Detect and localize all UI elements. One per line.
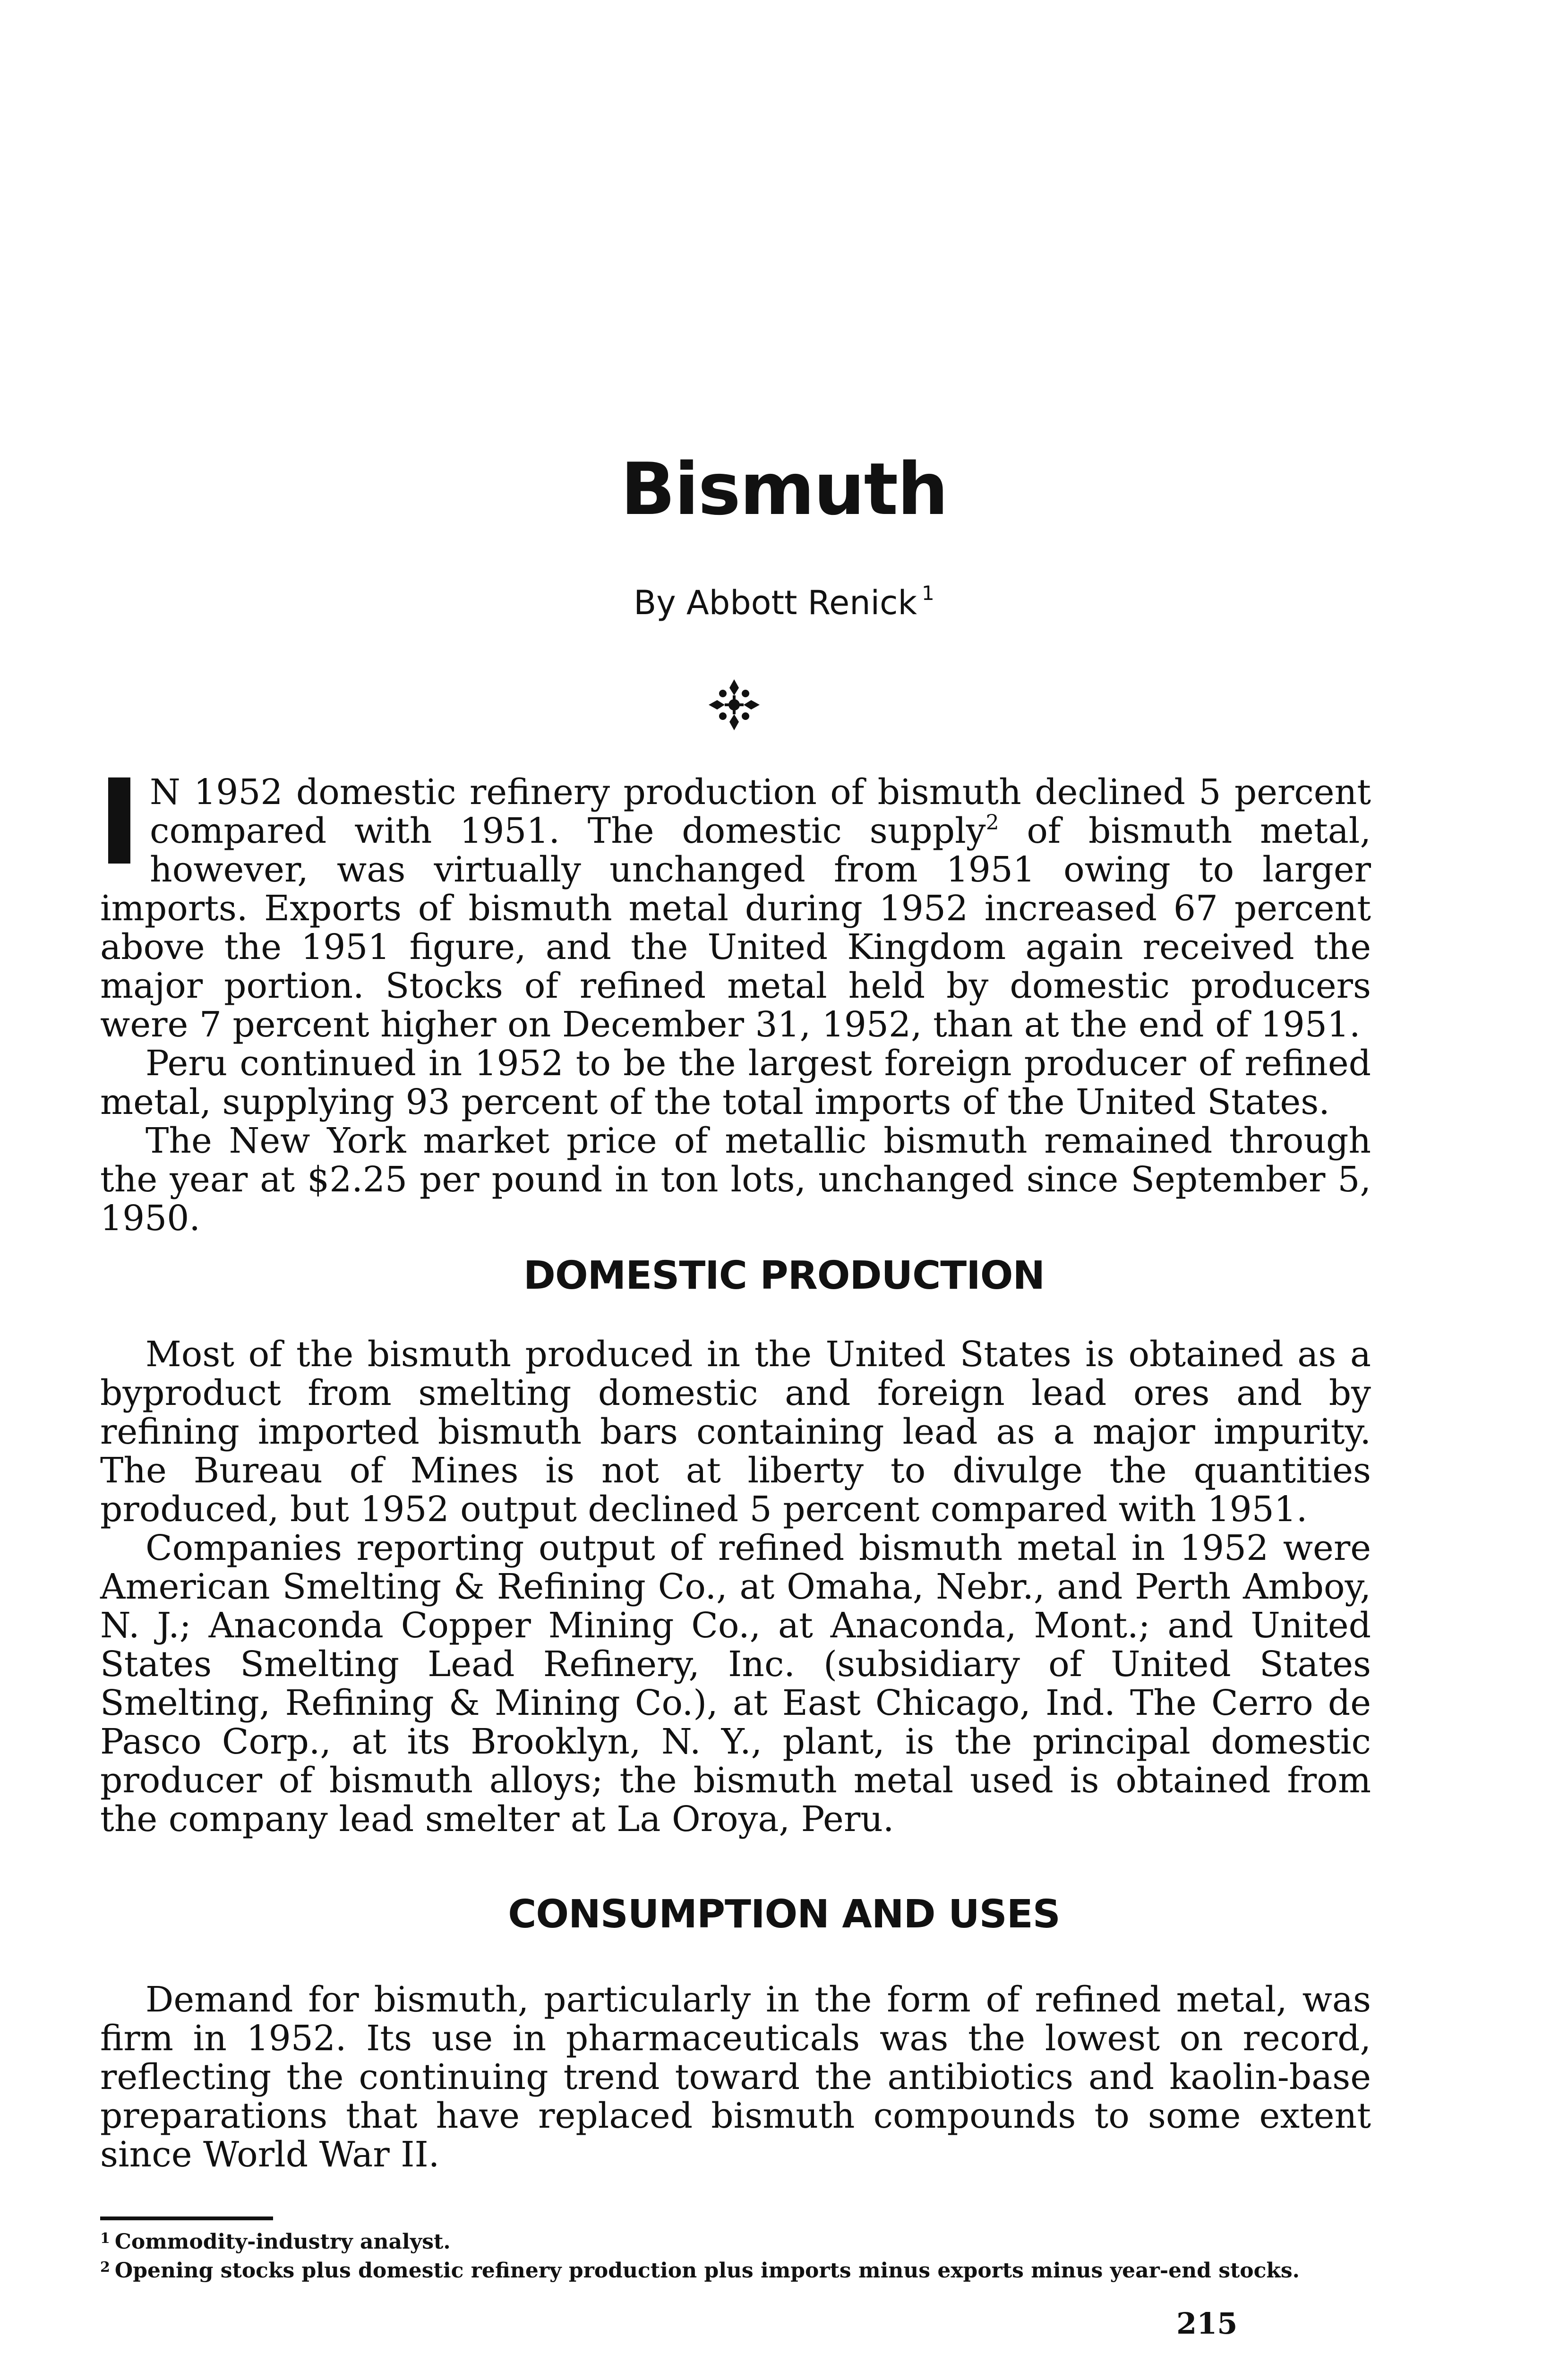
peru-paragraph: Peru continued in 1952 to be the largest foreign producer of refined metal, supplying 93 percent of the total imports of the United States.: [100, 1043, 1371, 1122]
footnote-ref: 2: [985, 811, 999, 835]
decorative-fleuron-icon: [706, 676, 763, 733]
section-heading-consumption: CONSUMPTION AND USES: [508, 1892, 1060, 1937]
byline: [0, 582, 1568, 622]
drop-cap: I: [97, 754, 142, 891]
consumption-paragraph: Demand for bismuth, particularly in the form of refined metal, was firm in 1952. Its use in pharmaceuticals was the lowest on record, reflecting the continuing trend toward the antibiotics and kaolin-base preparations that have replaced bismuth compounds to some extent since World War II.: [100, 1979, 1371, 2175]
footnote-divider: [100, 2217, 273, 2220]
price-paragraph: The New York market price of metallic bismuth remained through the year at $2.25 per pound in ton lots, unchanged since September 5, 1950.: [100, 1121, 1371, 1239]
companies-paragraph: Companies reporting output of refined bismuth metal in 1952 were American Smelting & Refining Co., at Omaha, Nebr., and Perth Amboy, N. J.; Anaconda Copper Mining Co., at Anaconda, Mont.; and United States Smelting Lead Refinery, Inc. (subsidiary of United States Smelting, Refining & Mining Co.), at East Chicago, Ind. The Cerro de Pasco Corp., at its Brooklyn, N. Y., plant, is the principal domestic producer of bismuth alloys; the bismuth metal used is obtained from the company lead smelter at La Oroya, Peru.: [100, 1528, 1371, 1840]
author-name: By Abbott Renick: [634, 583, 917, 622]
footnote: $^2$ Opening stocks plus domestic refinery production plus imports minus exports minus year-end stocks.: [100, 2259, 1300, 2283]
intro-paragraph: I N 1952 domestic refinery production of bismuth declined 5 percent compared with 1951. The domestic supply$^2$ of bismuth metal, however, was virtually unchanged from 1951 owing to larger imports. Exports of bismuth metal during 1952 increased 67 percent above the 1951 figure, and the United Kingdom again received the major portion. Stocks of refined metal held by domestic producers were 7 percent higher on December 31, 1952, than at the end of 1951.: [97, 754, 1371, 1045]
domestic-production-paragraph: Most of the bismuth produced in the United States is obtained as a byproduct from smelting domestic and foreign lead ores and by refining imported bismuth bars containing lead as a major impurity. The Bureau of Mines is not at liberty to divulge the quantities produced, but 1952 output declined 5 percent compared with 1951.: [100, 1334, 1371, 1530]
footnotes: [100, 2226, 1371, 2284]
section-heading-domestic-production: DOMESTIC PRODUCTION: [523, 1253, 1045, 1298]
footnote: $^1$ Commodity-industry analyst.: [100, 2230, 451, 2254]
article-title: Bismuth: [620, 447, 948, 531]
consumption-section: [100, 1980, 1371, 2174]
byline-footnote-ref: 1: [922, 582, 934, 605]
intro-section: [97, 754, 1371, 1239]
domestic-production-section: [100, 1335, 1371, 1839]
page-number: 215: [1176, 2306, 1238, 2341]
